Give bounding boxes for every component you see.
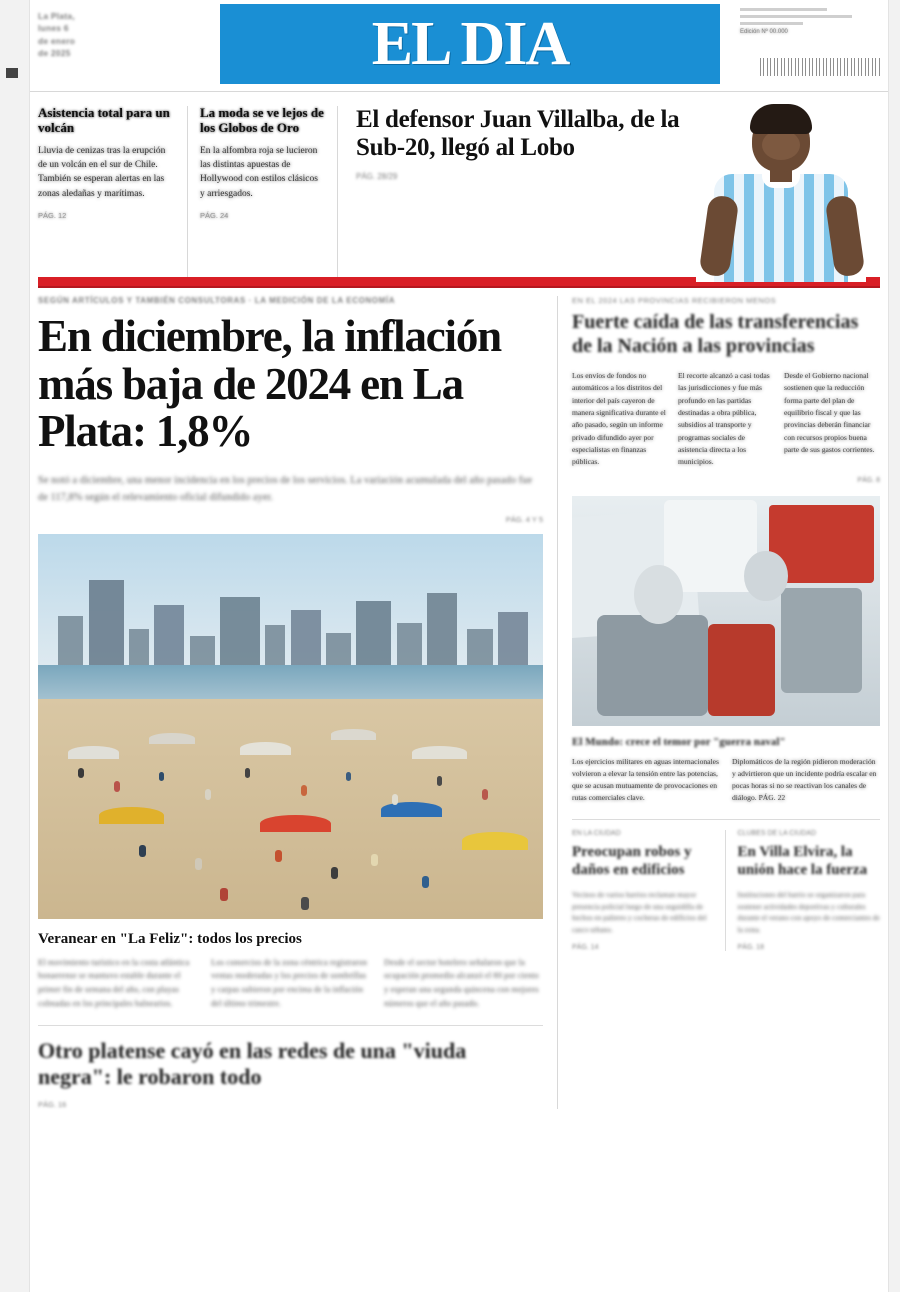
side-col-2: El recorte alcanzó a casi todas las jurisdicciones y fue más profundo en las partidas destinadas a obra pública, subsidios al transporte y programas sociales de asistencia directa a los municipios.	[678, 371, 770, 467]
brief-page-ref: PÁG. 14	[572, 944, 599, 952]
player-face	[762, 130, 800, 160]
page-sheet	[30, 0, 888, 1292]
side-body	[572, 370, 880, 468]
lead-teaser[interactable]	[338, 106, 880, 277]
main-page-ref: PÁG. 4 Y 5	[505, 514, 543, 524]
masthead-logo[interactable]	[220, 4, 720, 84]
brief-kicker: CLUBES DE LA CIUDAD	[737, 829, 817, 837]
side-kicker: EN EL 2024 LAS PROVINCIAS RECIBIERON MENOS	[572, 296, 777, 305]
brief-page-ref: PÁG. 18	[737, 944, 764, 952]
teaser-title: La moda se ve lejos de los Globos de Oro	[200, 105, 324, 135]
dateline-line-4: de 2025	[38, 47, 71, 58]
barcode	[760, 58, 880, 76]
secondary-headline: Otro platense cayó en las redes de una "viuda negra": le robaron todo	[38, 1037, 467, 1090]
brief-body: Instituciones del barrio se organizaron para sostener actividades deportivas y culturales durante el verano con apoyo de comerciantes de la zona.	[737, 889, 880, 935]
side-brief[interactable]	[738, 830, 881, 951]
teaser-page-ref: PÁG. 24	[200, 210, 229, 220]
naval-col-1: Los ejercicios militares en aguas internacionales volvieron a elevar la tensión entre las potencias, que se acusan mutuamente de provocaciones en rutas comerciales clave.	[572, 756, 719, 803]
brief-headline: En Villa Elvira, la unión hace la fuerza	[737, 843, 868, 878]
side-col-1: Los envíos de fondos no automáticos a los distritos del interior del país cayeron de manera significativa durante el año pasado, según un informe privado difundido ayer por especialistas en finanzas públicas.	[572, 371, 666, 467]
lead-teaser-page-ref: PÁG. 28/29	[356, 172, 398, 181]
brief-body: Vecinos de varios barrios reclaman mayor presencia policial luego de una seguidilla de hechos en palieres y cocheras de edificios del casco urbano.	[572, 889, 707, 935]
photo-skyline	[38, 564, 543, 672]
right-gutter	[888, 0, 900, 1292]
teaser-page-ref: PÁG. 12	[38, 210, 67, 220]
beach-photo	[38, 534, 543, 919]
corner-rule-2	[740, 15, 852, 18]
side-headline: Fuerte caída de las transferencias de la Nación a las provincias	[572, 311, 859, 357]
side-bottom-row	[572, 819, 880, 951]
teaser-body: Lluvia de cenizas tras la erupción de un volcán en el sur de Chile. También se esperan alertas en las zonas aledañas y marítimas.	[38, 145, 166, 199]
teaser-title: Asistencia total para un volcán	[38, 105, 170, 135]
main-kicker: SEGÚN ARTÍCULOS Y TAMBIÉN CONSULTORAS · LA MEDICIÓN DE LA ECONOMÍA	[38, 296, 396, 305]
naval-photo	[572, 496, 880, 726]
registration-mark	[6, 68, 18, 78]
side-page-ref: PÁG. 8	[857, 476, 880, 484]
teaser-item[interactable]	[38, 106, 188, 277]
left-gutter	[0, 0, 30, 1292]
brief-kicker: EN LA CIUDAD	[572, 829, 621, 837]
teaser-body: En la alfombra roja se lucieron las distintas apuestas de Hollywood con estilos clásicos y arriesgados.	[200, 145, 318, 199]
player-hair	[750, 104, 812, 134]
masthead-corner-block	[740, 8, 880, 35]
dateline-line-2: lunes 6	[38, 23, 69, 34]
main-column	[38, 296, 558, 1109]
teaser-strip	[30, 92, 888, 277]
photo-sea	[38, 665, 543, 704]
side-brief[interactable]	[572, 830, 726, 951]
brief-headline: Preocupan robos y daños en edificios	[572, 843, 692, 878]
naval-photo-caption: El Mundo: crece el temor por "guerra naval"	[572, 735, 786, 748]
naval-photo-body	[572, 756, 880, 805]
content-grid	[30, 288, 888, 1109]
masthead-logo-text: EL DIA	[371, 9, 569, 78]
corner-rule-1	[740, 8, 827, 11]
lead-teaser-headline: El defensor Juan Villalba, de la Sub-20, llegó al Lobo	[356, 106, 680, 161]
dateline	[38, 10, 158, 59]
photo-crowd	[38, 703, 543, 919]
caption-col-2: Los comercios de la zona céntrica registraron ventas moderadas y los precios de sombrillas y carpas subieron por encima de la inflación del último trimestre.	[211, 956, 368, 1008]
side-col-3: Desde el Gobierno nacional sostienen que la reducción forma parte del plan de equilibrio fiscal y que las provincias deberán financiar con recursos propios buena parte de sus gastos corrientes.	[784, 371, 875, 454]
secondary-page-ref: PÁG. 16	[38, 1100, 67, 1110]
caption-col-3: Desde el sector hotelero señalaron que la ocupación promedio alcanzó el 80 por ciento y esperan una segunda quincena con mejores números que el año pasado.	[384, 956, 539, 1008]
section-divider	[38, 1025, 543, 1026]
corner-edition-note: Edición Nº 00.000	[740, 29, 788, 35]
masthead	[30, 0, 888, 92]
corner-rule-3	[740, 22, 803, 25]
dateline-line-3: de enero	[38, 35, 76, 46]
caption-col-1: El movimiento turístico en la costa atlántica bonaerense se mantuvo estable durante el primer fin de semana del año, con playas colmadas en los principales balnearios.	[38, 956, 190, 1008]
naval-col-2: Diplomáticos de la región pidieron moderación y advirtieron que un incidente podría escalar en pocas horas si no se reactivan los canales de diálogo. PÁG. 22	[732, 756, 877, 803]
player-photo	[696, 100, 866, 282]
side-column	[558, 296, 880, 1109]
photo-caption-body	[38, 956, 543, 1011]
dateline-line-1: La Plata,	[38, 11, 75, 21]
main-headline: En diciembre, la inflación más baja de 2024 en La Plata: 1,8%	[38, 311, 501, 457]
teaser-item[interactable]	[188, 106, 338, 277]
main-deck: Se notó a diciembre, una menor incidencia en los precios de los servicios. La variación acumulada del año pasado fue de 117,8% según el relevamiento oficial difundido ayer.	[38, 475, 533, 504]
photo-caption-headline: Veranear en "La Feliz": todos los precios	[38, 930, 302, 947]
